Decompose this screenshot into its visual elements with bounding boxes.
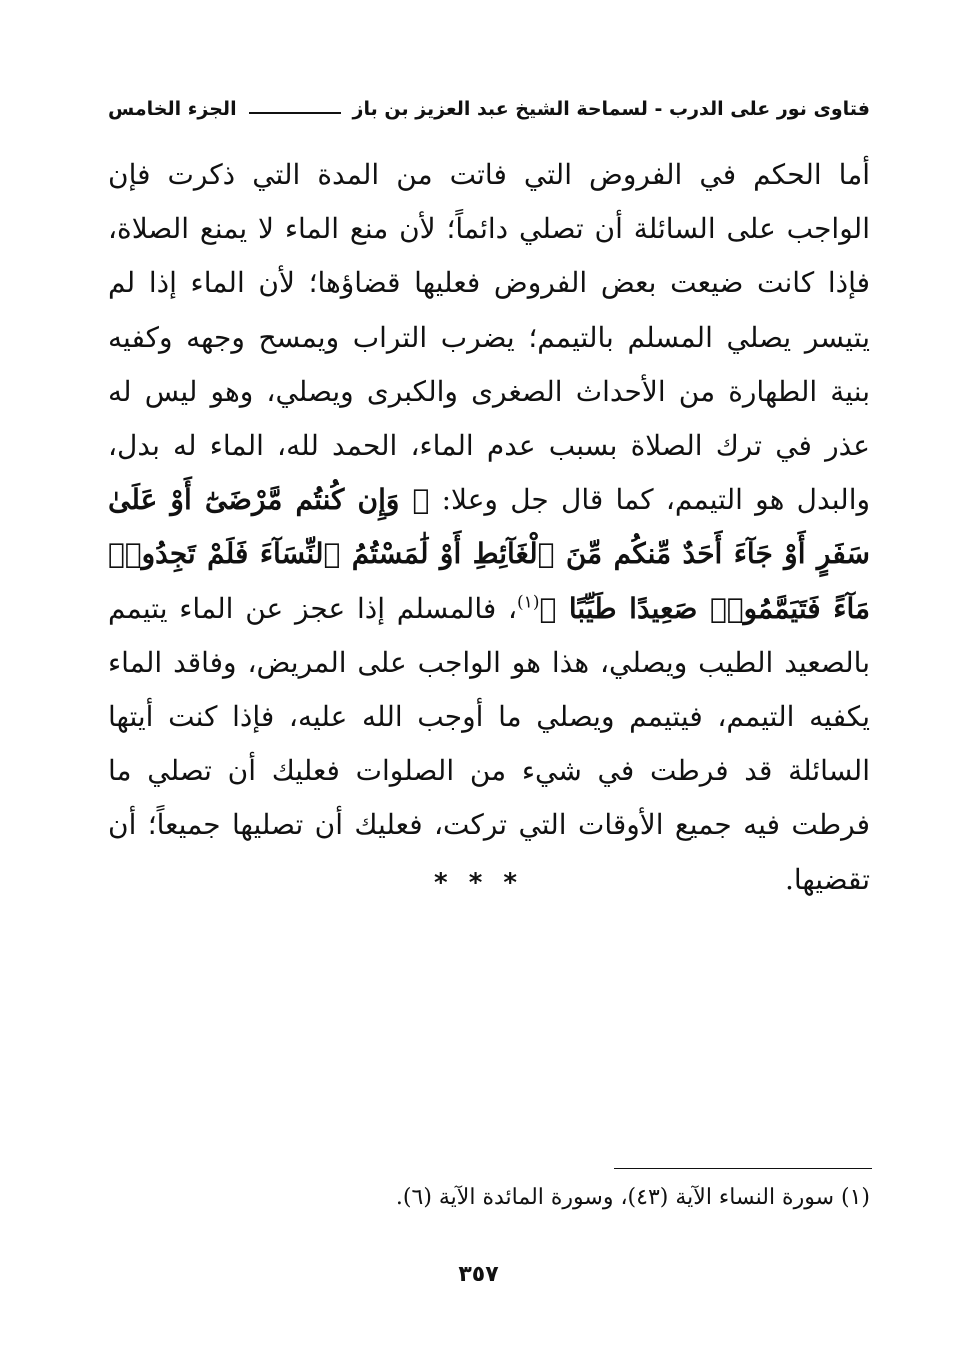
paragraph [108, 148, 870, 907]
main-text [108, 148, 870, 907]
section-separator: * * * [434, 868, 523, 898]
page-number: ٣٥٧ [458, 1262, 499, 1287]
running-header [108, 92, 870, 126]
quran-verse: ﴿ وَإِن كُنتُم مَّرْضَىٰٓ أَوْ عَلَىٰ سَفَرٍ أَوْ جَآءَ أَحَدٌ مِّنكُم مِّنَ ٱلْغَآئِطِ أَوْ لَٰمَسْتُمُ ٱلنِّسَآءَ فَلَمْ تَجِدُوا۟ مَآءً فَتَيَمَّمُوا۟ صَعِيدًا طَيِّبًا ﴾ [108, 483, 870, 625]
text-before-verse: أما الحكم في الفروض التي فاتت من المدة التي ذكرت فإن الواجب على السائلة أن تصلي دائماً؛ لأن منع الماء لا يمنع الصلاة، فإذا كانت ضيعت بعض الفروض فعليها قضاؤها؛ لأن الماء إذا لم يتيسر يصلي المسلم بالتيمم؛ يضرب التراب ويمسح وجهه وكفيه بنية الطهارة من الأحداث الصغرى والكبرى ويصلي، وهو ليس له عذر في ترك الصلاة بسبب عدم الماء، الحمد لله، الماء له بدل، والبدل هو التيمم، كما قال جل وعلا: [108, 158, 871, 517]
footnote-rule [614, 1168, 872, 1169]
footnote: (١) سورة النساء الآية (٤٣)، وسورة المائدة الآية (٦). [395, 1185, 870, 1210]
book-title: فتاوى نور على الدرب - لسماحة الشيخ عبد العزيز بن باز [352, 98, 870, 120]
text-after-verse: ، فالمسلم إذا عجز عن الماء يتيمم بالصعيد الطيب ويصلي، هذا هو الواجب على المريض، وفاقد الماء يكفيه التيمم، فيتيمم ويصلي ما أوجب الله عليه، فإذا كنت أيتها السائلة قد فرطت في شيء من الصلوات فعليك أن تصلي ما فرطت فيه جميع الأوقات التي تركت، فعليك أن تصليها جميعاً؛ أن تقضيها. [108, 591, 870, 896]
volume-label: الجزء الخامس [108, 98, 237, 120]
header-rule [249, 112, 341, 114]
footnote-reference: (١) [517, 592, 540, 613]
